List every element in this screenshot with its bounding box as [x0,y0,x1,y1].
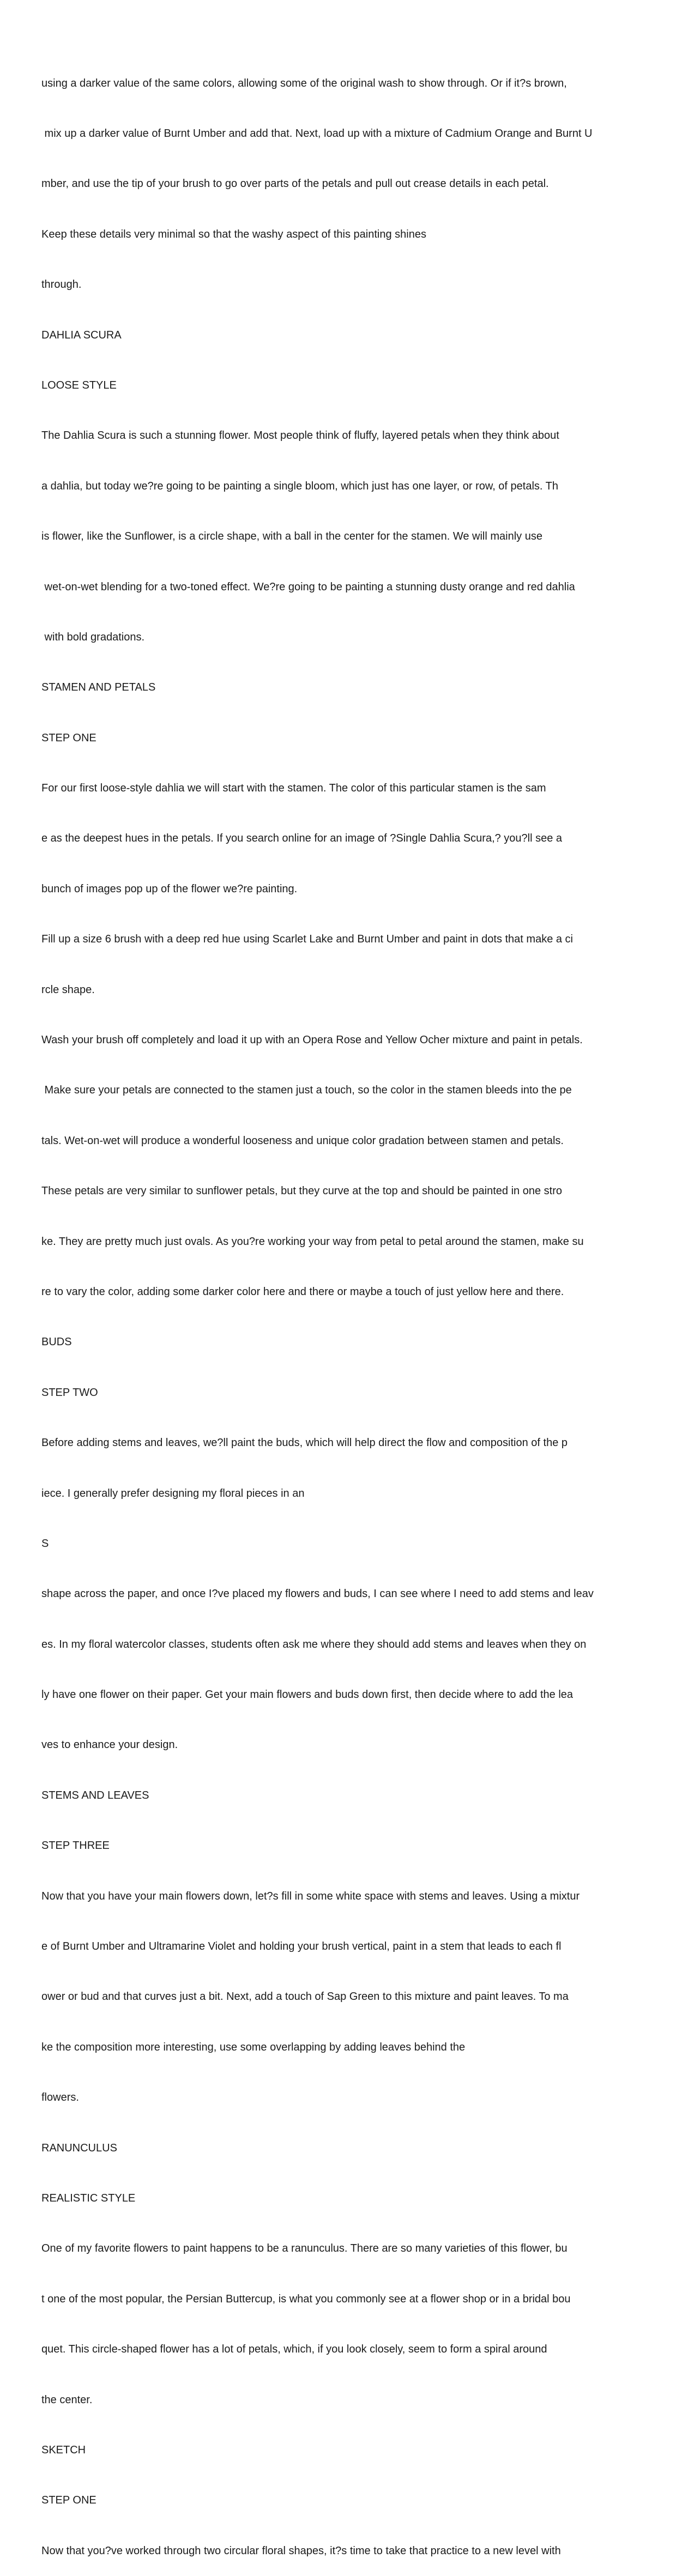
section-heading: DAHLIA SCURA [41,329,122,341]
text-line: es. In my floral watercolor classes, students often ask me where they should add stems and leaves when they on [41,1638,587,1650]
text-line: ly have one flower on their paper. Get your main flowers and buds down first, then decide where to add the lea [41,1689,574,1701]
text-line: ves to enhance your design. [41,1739,178,1751]
text-line: e of Burnt Umber and Ultramarine Violet and holding your brush vertical, paint in a stem that leads to each fl [41,1940,562,1953]
section-heading: STEMS AND LEAVES [41,1789,149,1801]
text-line: shape across the paper, and once I?ve placed my flowers and buds, I can see where I need to add stems and leav [41,1588,594,1600]
section-subheading: LOOSE STYLE [41,379,117,391]
text-line: re to vary the color, adding some darker color here and there or maybe a touch of just yellow here and there. [41,1285,564,1298]
text-line: ke. They are pretty much just ovals. As you?re working your way from petal to petal around the stamen, make su [41,1235,584,1248]
section-heading: SKETCH [41,2444,86,2456]
document-page [41,41,652,2576]
text-line: the center. [41,2393,93,2406]
text-line: t one of the most popular, the Persian Buttercup, is what you commonly see at a flower shop or in a bridal bou [41,2293,571,2305]
text-line: quet. This circle-shaped flower has a lot of petals, which, if you look closely, seem to form a spiral around [41,2343,547,2356]
section-heading: RANUNCULUS [41,2142,117,2154]
text-line: a dahlia, but today we?re going to be painting a single bloom, which just has one layer, or row, of petals. Th [41,480,558,492]
text-line: Make sure your petals are connected to the stamen just a touch, so the color in the stamen bleeds into the pe [41,1084,572,1097]
text-line: wet-on-wet blending for a two-toned effect. We?re going to be painting a stunning dusty orange and red dahlia [41,580,575,593]
text-line: Now that you?ve worked through two circular floral shapes, it?s time to take that practice to a new level with [41,2544,561,2557]
text-line: with bold gradations. [41,631,145,643]
text-line: is flower, like the Sunflower, is a circle shape, with a ball in the center for the stamen. We will mainly use [41,530,542,543]
section-subheading: REALISTIC STYLE [41,2192,136,2204]
section-heading: STAMEN AND PETALS [41,681,156,694]
text-line: For our first loose-style dahlia we will start with the stamen. The color of this particular stamen is the sam [41,782,546,795]
step-heading: STEP TWO [41,1386,98,1399]
text-line: Fill up a size 6 brush with a deep red hue using Scarlet Lake and Burnt Umber and paint in dots that make a ci [41,933,573,946]
text-line: using a darker value of the same colors, allowing some of the original wash to show through. Or if it?s brown, [41,77,567,89]
text-line: One of my favorite flowers to paint happens to be a ranunculus. There are so many varieties of this flower, bu [41,2242,568,2255]
text-line: tals. Wet-on-wet will produce a wonderful looseness and unique color gradation between stamen and petals. [41,1134,564,1147]
text-line: ke the composition more interesting, use some overlapping by adding leaves behind the [41,2041,466,2053]
text-line: rcle shape. [41,983,95,996]
text-line: S [41,1537,49,1550]
text-line: mber, and use the tip of your brush to go over parts of the petals and pull out crease details in each petal. [41,178,549,190]
step-heading: STEP THREE [41,1840,110,1852]
text-line: Now that you have your main flowers down, let?s fill in some white space with stems and leaves. Using a mixtur [41,1890,580,1902]
text-line: The Dahlia Scura is such a stunning flower. Most people think of fluffy, layered petals when they think about [41,430,559,442]
text-line: flowers. [41,2091,79,2104]
text-line: Keep these details very minimal so that the washy aspect of this painting shines [41,228,426,240]
text-line: e as the deepest hues in the petals. If you search online for an image of ?Single Dahlia Scura,? you?ll see a [41,832,563,845]
text-line: mix up a darker value of Burnt Umber and add that. Next, load up with a mixture of Cadmium Orange and Burnt U [41,127,593,140]
step-heading: STEP ONE [41,731,96,744]
section-heading: BUDS [41,1336,72,1349]
text-line: iece. I generally prefer designing my floral pieces in an [41,1487,305,1499]
step-heading: STEP ONE [41,2494,96,2507]
text-line: ower or bud and that curves just a bit. Next, add a touch of Sap Green to this mixture and paint leaves. To ma [41,1991,569,2003]
text-line: through. [41,279,82,291]
text-line: bunch of images pop up of the flower we?re painting. [41,882,298,895]
text-line: These petals are very similar to sunflower petals, but they curve at the top and should be painted in one stro [41,1185,562,1198]
text-line: Wash your brush off completely and load it up with an Opera Rose and Yellow Ocher mixture and paint in petals. [41,1034,583,1047]
text-line: Before adding stems and leaves, we?ll paint the buds, which will help direct the flow and composition of the p [41,1437,568,1449]
